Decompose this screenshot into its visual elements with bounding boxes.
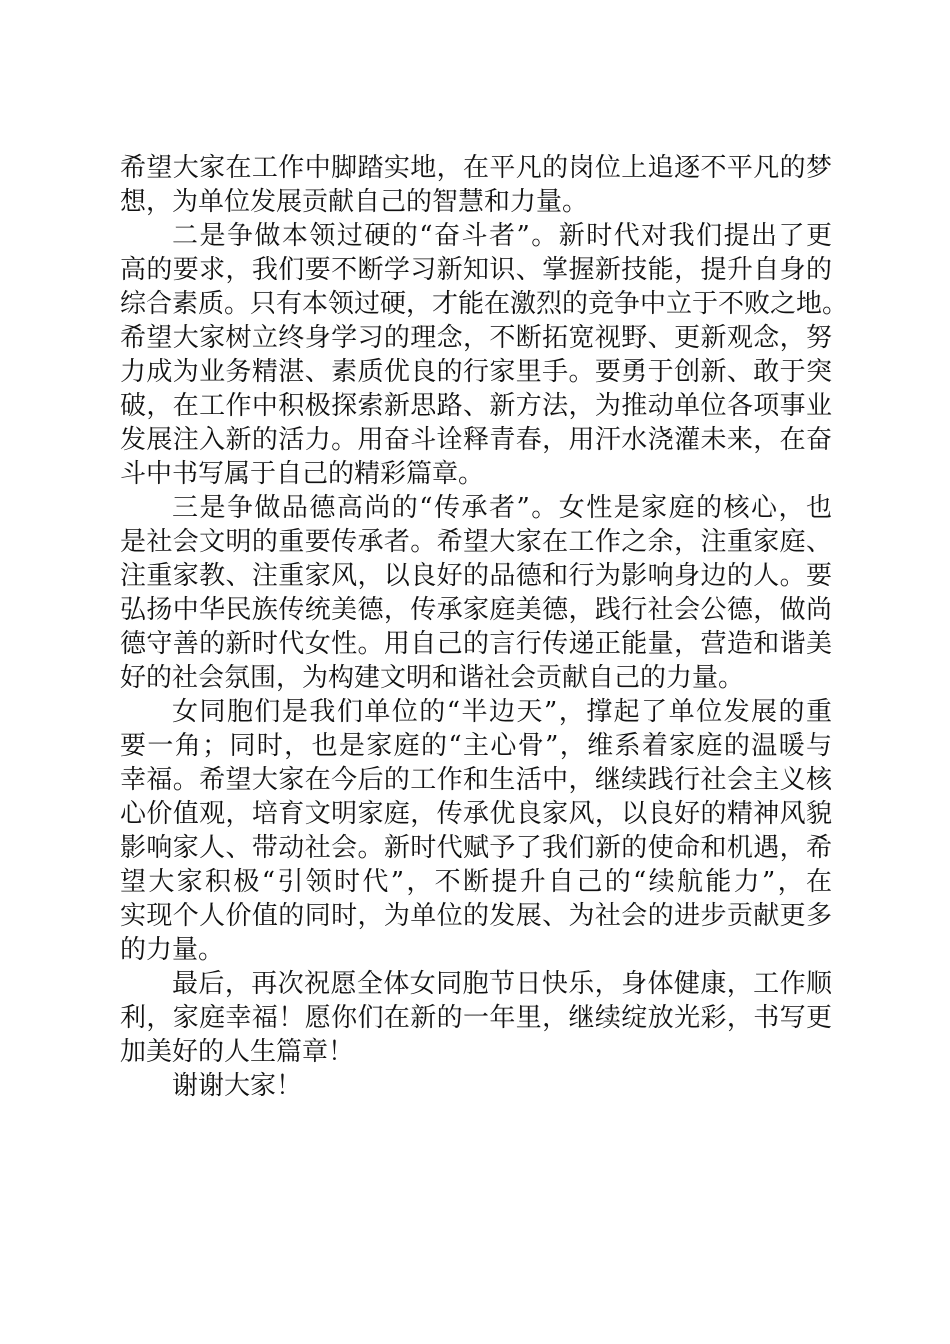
text-line: 实现个人价值的同时，为单位的发展、为社会的进步贡献更多: [120, 901, 832, 931]
document-body: [120, 151, 849, 1103]
text-line: 希望大家在工作中脚踏实地，在平凡的岗位上追逐不平凡的梦: [120, 153, 832, 183]
text-line: 影响家人、带动社会。新时代赋予了我们新的使命和机遇，希: [120, 833, 832, 863]
closing-line: 谢谢大家！: [172, 1071, 303, 1101]
text-line: 高的要求，我们要不断学习新知识、掌握新技能，提升自身的: [120, 255, 832, 285]
text-line: 望大家积极“引领时代”，不断提升自己的“续航能力”，在: [120, 867, 832, 897]
text-line: 要一角；同时，也是家庭的“主心骨”，维系着家庭的温暖与: [120, 731, 832, 761]
text-line: 发展注入新的活力。用奋斗诠释青春，用汗水浇灌未来，在奋: [120, 425, 832, 455]
text-line: 德守善的新时代女性。用自己的言行传递正能量，营造和谐美: [120, 629, 832, 659]
paragraph-start-line: 女同胞们是我们单位的“半边天”，撑起了单位发展的重: [172, 697, 832, 727]
text-line: 希望大家树立终身学习的理念，不断拓宽视野、更新观念，努: [120, 323, 832, 353]
text-line: 弘扬中华民族传统美德，传承家庭美德，践行社会公德，做尚: [120, 595, 832, 625]
paragraph-start-line: 三是争做品德高尚的“传承者”。女性是家庭的核心，也: [172, 493, 832, 523]
text-line: 力成为业务精湛、素质优良的行家里手。要勇于创新、敢于突: [120, 357, 832, 387]
text-line: 加美好的人生篇章！: [120, 1037, 355, 1067]
text-line: 斗中书写属于自己的精彩篇章。: [120, 459, 485, 489]
paragraph-start-line: 最后，再次祝愿全体女同胞节日快乐，身体健康，工作顺: [172, 969, 832, 999]
paragraph-start-line: 二是争做本领过硬的“奋斗者”。新时代对我们提出了更: [172, 221, 832, 251]
text-line: 幸福。希望大家在今后的工作和生活中，继续践行社会主义核: [120, 765, 832, 795]
text-line: 破，在工作中积极探索新思路、新方法，为推动单位各项事业: [120, 391, 832, 421]
text-line: 注重家教、注重家风，以良好的品德和行为影响身边的人。要: [120, 561, 832, 591]
text-line: 综合素质。只有本领过硬，才能在激烈的竞争中立于不败之地。: [120, 289, 849, 319]
text-line: 是社会文明的重要传承者。希望大家在工作之余，注重家庭、: [120, 527, 832, 557]
text-line: 想，为单位发展贡献自己的智慧和力量。: [120, 187, 589, 217]
text-line: 的力量。: [120, 935, 225, 965]
text-line: 利，家庭幸福！愿你们在新的一年里，继续绽放光彩，书写更: [120, 1003, 832, 1033]
text-line: 心价值观，培育文明家庭，传承优良家风，以良好的精神风貌: [120, 799, 832, 829]
text-line: 好的社会氛围，为构建文明和谐社会贡献自己的力量。: [120, 663, 745, 693]
